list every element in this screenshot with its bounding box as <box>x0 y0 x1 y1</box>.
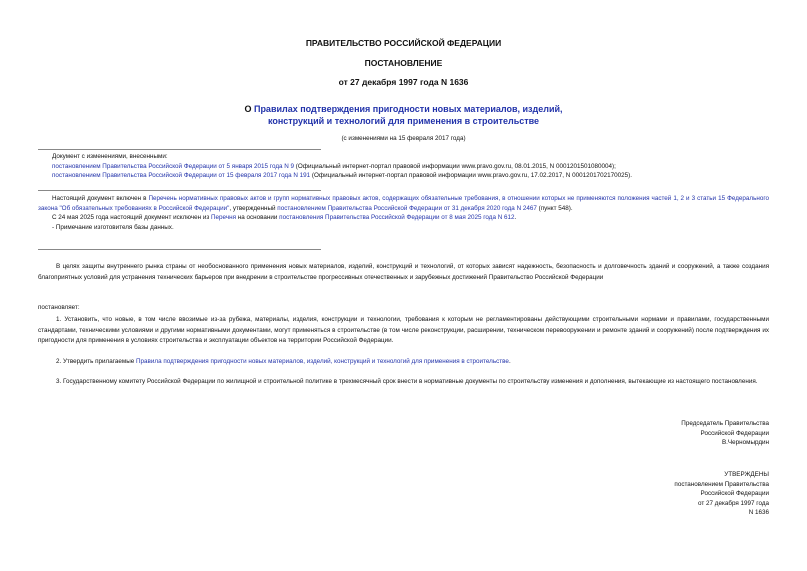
notice-p2-text-a: С 24 мая 2025 года настоящий документ исключен из <box>52 214 211 221</box>
notice-paragraph-2 <box>38 213 769 223</box>
amendment-note: (с изменениями на 15 февраля 2017 года) <box>341 135 466 142</box>
notice-p2-link-list[interactable]: Перечня <box>211 214 236 221</box>
item-2-rules-link[interactable]: Правила подтверждения пригодности новых материалов, изделий, конструкций и технологий для применения в строительстве <box>136 358 509 365</box>
title-link-part-1[interactable]: Правилах подтверждения пригодности новых материалов, изделий, <box>253 104 563 114</box>
doc-type-heading: ПОСТАНОВЛЕНИЕ <box>364 58 443 68</box>
item-2-text-b: . <box>508 358 511 365</box>
approved-line-5: N 1636 <box>748 509 769 516</box>
divider-top <box>38 149 321 150</box>
item-2-text-a: 2. Утвердить прилагаемые <box>56 358 136 365</box>
notice-p2-text-b: на основании <box>236 214 280 221</box>
notice-p1-text-b: , утвержденный <box>229 204 278 212</box>
notice-paragraph-3: - Примечание изготовителя базы данных. <box>52 223 174 231</box>
signature-line-1: Председатель Правительства <box>681 420 769 427</box>
notice-block <box>38 194 769 232</box>
changes-item-1-source: (Официальный интернет-портал правовой информации www.pravo.gov.ru, 08.01.2015, N 0001201501080004); <box>294 162 616 170</box>
signature-line-3: В.Черномырдин <box>721 439 769 446</box>
changes-item-2-source: (Официальный интернет-портал правовой информации www.pravo.gov.ru, 17.02.2017, N 0001201702170025). <box>310 172 632 179</box>
changes-block <box>52 152 772 181</box>
notice-p1-text-c: (пункт 548). <box>536 204 573 212</box>
item-1-paragraph: 1. Установить, что новые, в том числе ввозимые из-за рубежа, материалы, изделия, конструкции и технологии, требования к которым не регламентированы действующими строительными нормами и правилами, государственными стандартами, техническими условиями и другими нормативными документами, могут применяться в строительстве (в том числе реконструкции, расширении, техническом перевооружении и ремонте зданий и сооружений) после подтверждения их пригодности для применения в условиях строительства и эксплуатации объектов на территории Российской Федерации. <box>38 316 769 344</box>
notice-p2-text-c: . <box>514 214 517 221</box>
document-title-line-2 <box>100 116 707 126</box>
decree-word: постановляет: <box>38 304 80 311</box>
government-heading: ПРАВИТЕЛЬСТВО РОССИЙСКОЙ ФЕДЕРАЦИИ <box>305 38 502 48</box>
signature-line-2: Российской Федерации <box>700 429 769 437</box>
signature-block <box>519 419 769 448</box>
preamble-paragraph: В целях защиты внутреннего рынка страны от необоснованного применения новых материалов, изделий, конструкций и технологий, от которых зависят надежность, безопасность и долговечность зданий и сооружений, а также создания благоприятных условий для устранения технических барьеров при внедрении в строительстве прогрессивных отечественных и зарубежных достижений Правительство Российской Федерации <box>38 263 769 281</box>
notice-p1-text-a: Настоящий документ включен в <box>52 195 149 202</box>
item-3-paragraph: 3. Государственному комитету Российской Федерации по жилищной и строительной политике в трехмесячный срок внести в нормативные документы по строительству изменения и дополнения, вытекающие из настоящего постановления. <box>56 378 758 385</box>
divider-bottom <box>38 249 321 250</box>
notice-p1-link-list[interactable]: Перечень нормативных правовых актов и групп нормативных правовых актов, содержащих обязательные требования, в отношении которых не применяются положения частей 1, 2 и 3 статьи 15 Федерального закона "Об обязательных требованиях в Российской Федерации" <box>38 195 769 212</box>
changes-item-2-link[interactable]: постановлением Правительства Российской Федерации от 15 февраля 2017 года N 191 <box>52 172 311 179</box>
notice-p1-link-decree[interactable]: постановлением Правительства Российской Федерации от 31 декабря 2020 года N 2467 <box>277 204 537 212</box>
title-prefix: О <box>244 104 254 114</box>
changes-intro: Документ с изменениями, внесенными: <box>52 153 168 160</box>
approved-line-2: постановлением Правительства <box>674 480 769 488</box>
approved-line-4: от 27 декабря 1997 года <box>698 499 769 507</box>
changes-item-1 <box>52 162 772 172</box>
title-link-part-2[interactable]: конструкций и технологий для применения в строительстве <box>267 116 540 126</box>
notice-paragraph-1 <box>38 194 769 213</box>
item-2-paragraph <box>38 357 769 368</box>
document-title-line-1 <box>100 104 707 114</box>
approved-block <box>519 470 769 518</box>
date-number-heading: от 27 декабря 1997 года N 1636 <box>338 77 469 87</box>
approved-line-3: Российской Федерации <box>700 490 769 497</box>
notice-p2-link-decree[interactable]: постановления Правительства Российской Федерации от 8 мая 2025 года N 612 <box>279 214 515 221</box>
changes-item-1-link[interactable]: постановлением Правительства Российской Федерации от 5 января 2015 года N 9 <box>52 162 295 170</box>
divider-middle <box>38 190 321 191</box>
approved-line-1: УТВЕРЖДЕНЫ <box>724 471 769 478</box>
changes-item-2 <box>52 171 772 181</box>
